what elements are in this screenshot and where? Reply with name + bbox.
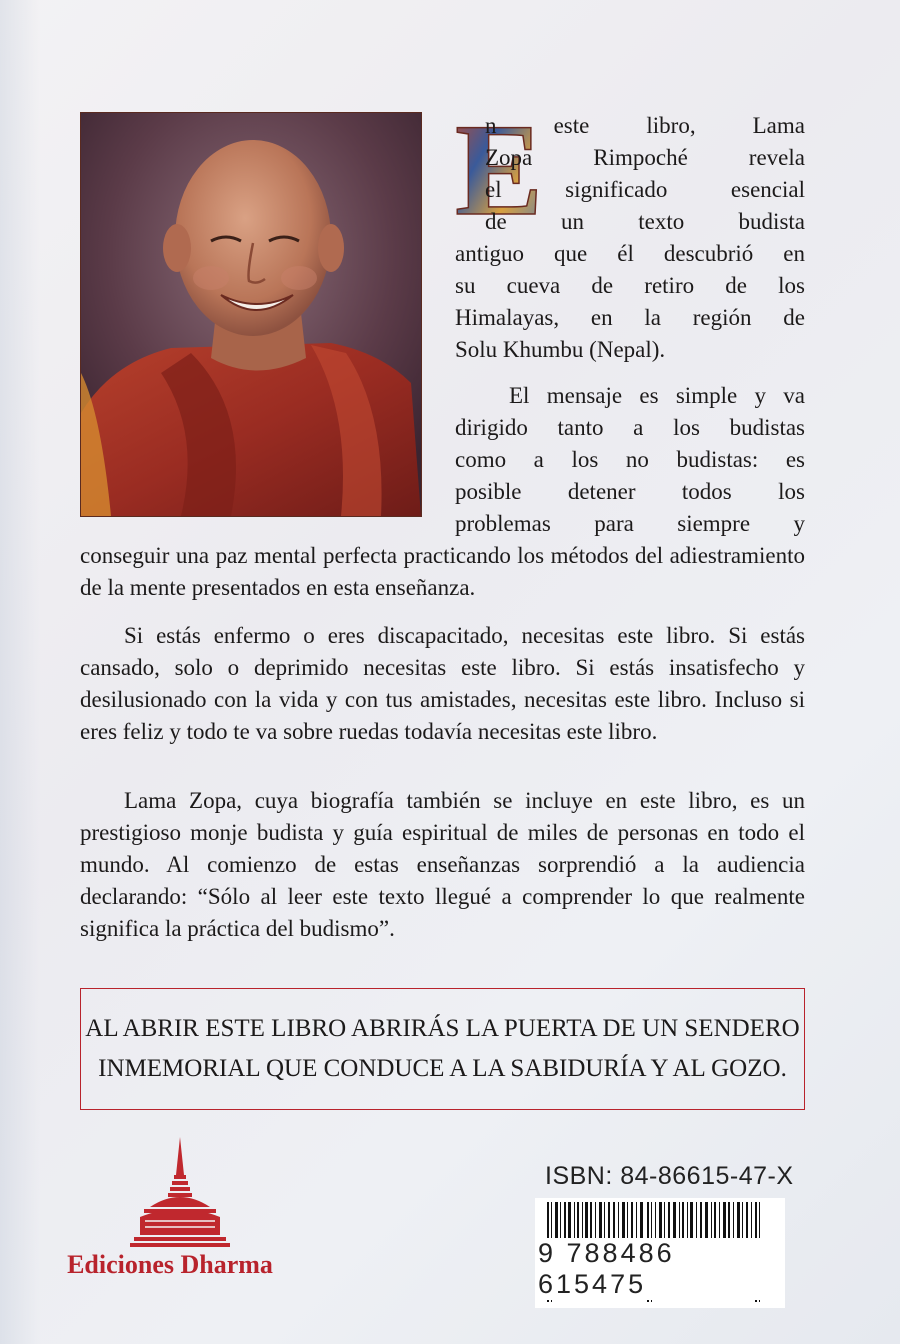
isbn-label: ISBN: 84-86615-47-X <box>545 1162 794 1190</box>
message-line: posible detener todos los <box>455 479 805 504</box>
message-line: como a los no budistas: es <box>455 447 805 472</box>
intro-line: antiguo que él descubrió en <box>455 241 805 266</box>
intro-line: Himalayas, en la región de <box>455 305 805 330</box>
intro-line: de un texto budista <box>485 209 805 234</box>
barcode-digits <box>535 1238 785 1299</box>
need-this-book-paragraph: Si estás enfermo o eres discapacitado, necesitas este libro. Si estás cansado, solo o deprimido necesitas este libro. Si estás insatisfecho y desilusionado con la vida y con tus amistades, necesitas este libro. Incluso si eres feliz y todo te va sobre ruedas todavía necesitas este libro. <box>80 623 805 744</box>
intro-line: su cueva de retiro de los <box>455 273 805 298</box>
intro-line: Zopa Rimpoché revela <box>485 145 805 170</box>
tagline-box <box>80 988 805 1110</box>
message-paragraph-head <box>455 380 805 540</box>
tagline-line-1: AL ABRIR ESTE LIBRO ABRIRÁS LA PUERTA DE UN SENDERO <box>85 1015 800 1042</box>
svg-text:E: E <box>455 110 544 222</box>
biography-paragraph: Lama Zopa, cuya biografía también se incluye en este libro, es un prestigioso monje budista y guía espiritual de miles de personas en todo el mundo. Al comienzo de estas enseñanzas sorprendió a la audiencia declarando: “Sólo al leer este texto llegué a comprender lo que realmente significa la práctica del budismo”. <box>80 788 805 941</box>
intro-line: Solu Khumbu (Nepal). <box>455 337 666 362</box>
message-line: dirigido tanto a los budistas <box>455 415 805 440</box>
tagline-line-2: INMEMORIAL QUE CONDUCE A LA SABIDURÍA Y AL GOZO. <box>98 1055 787 1082</box>
intro-paragraph <box>455 110 805 366</box>
message-line: El mensaje es simple y va <box>509 383 805 408</box>
intro-line: n este libro, Lama <box>485 113 805 138</box>
intro-line: el significado esencial <box>485 177 805 202</box>
message-line: problemas para siempre y <box>455 511 805 536</box>
publisher-name: Ediciones Dharma <box>67 1250 273 1279</box>
author-photo <box>80 112 422 517</box>
message-paragraph-tail: conseguir una paz mental perfecta practicando los métodos del adiestramiento de la mente presentados en esta enseñanza. <box>80 543 805 600</box>
cover-edge-shading <box>0 0 40 1344</box>
barcode-number: 9 788486 615475 <box>535 1238 785 1300</box>
